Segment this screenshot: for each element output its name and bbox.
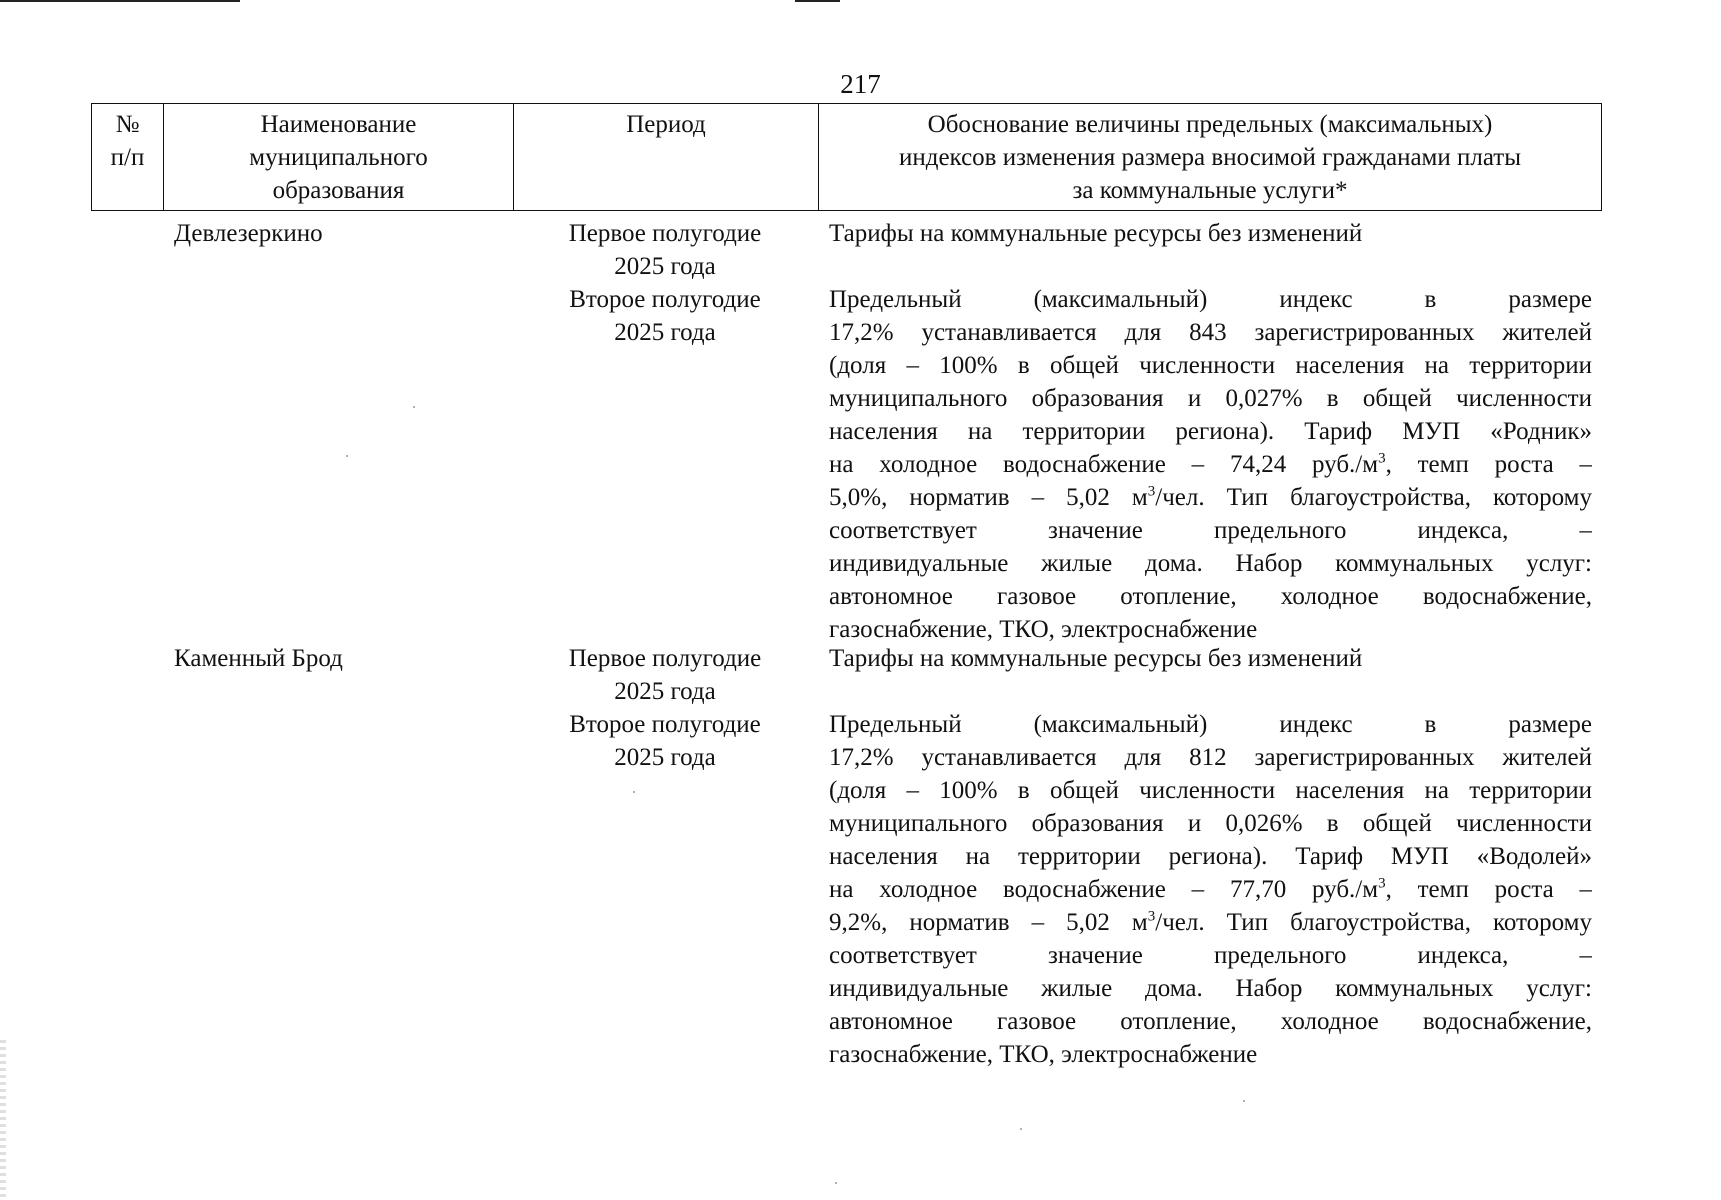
justification-line: соответствует значение предельного индекса, – — [829, 517, 1592, 544]
period-line: 2025 года — [614, 744, 716, 771]
justification-second-half — [829, 708, 1592, 1071]
justification-line: индивидуальные жилые дома. Набор коммунальных услуг: — [829, 550, 1592, 577]
justification-first-half — [829, 642, 1592, 675]
scan-speck — [1020, 1128, 1022, 1130]
superscript-exponent: 3 — [1147, 483, 1156, 500]
scan-speck — [346, 455, 348, 457]
header-name-line: Наименование — [260, 111, 417, 138]
justification-line: 17,2% устанавливается для 843 зарегистрированных жителей — [829, 319, 1592, 346]
superscript-exponent: 3 — [1147, 908, 1156, 925]
page-number: 217 — [840, 69, 881, 99]
header-name-line: муниципального — [249, 144, 428, 171]
table-header — [91, 103, 1602, 211]
header-number-line: п/п — [110, 144, 145, 171]
period-line: Второе полугодие — [569, 286, 761, 313]
justification-line: 17,2% устанавливается для 812 зарегистрированных жителей — [829, 744, 1592, 771]
justification-line: на холодное водоснабжение – 77,70 $руб./м^3$, темп роста – — [829, 875, 1592, 903]
justification-line: Предельный (максимальный) индекс в размере — [829, 286, 1592, 313]
scan-speck — [835, 1182, 837, 1184]
header-cell-number — [92, 104, 164, 211]
scan-speck — [633, 791, 635, 793]
header-cell-period — [514, 104, 819, 211]
justification-line: газоснабжение, ТКО, электроснабжение — [829, 1041, 1258, 1068]
period-line: Первое полугодие — [568, 220, 762, 247]
header-justification-line: индексов изменения размера вносимой гражданами платы — [898, 144, 1522, 171]
period-first-half — [540, 217, 790, 283]
period-line: 2025 года — [614, 319, 716, 346]
justification-line: населения на территории региона). Тариф МУП «Водолей» — [829, 843, 1592, 870]
period-second-half — [540, 283, 790, 349]
justification-line: 9,2%, норматив – 5,02 $м^3$/чел. Тип благоустройства, которому — [829, 908, 1592, 936]
justification-line: автономное газовое отопление, холодное водоснабжение, — [829, 583, 1592, 610]
header-cell-justification — [819, 104, 1602, 211]
justification-line: муниципального образования и 0,027% в общей численности — [829, 385, 1592, 412]
scan-top-line-left — [0, 0, 240, 2]
justification-line: (доля – 100% в общей численности населения на территории — [829, 352, 1592, 379]
scan-edge-noise — [0, 1040, 6, 1200]
justification-line: населения на территории региона). Тариф МУП «Родник» — [829, 418, 1592, 445]
header-justification-line: Обоснование величины предельных (максимальных) — [927, 111, 1493, 138]
scan-top-line-right — [795, 0, 840, 2]
superscript-exponent: 3 — [1378, 450, 1386, 467]
justification-line: индивидуальные жилые дома. Набор коммунальных услуг: — [829, 975, 1592, 1002]
period-first-half — [540, 642, 790, 708]
header-number-line: № — [115, 111, 140, 138]
municipality-name: Девлезеркино — [174, 220, 323, 247]
justification-line: (доля – 100% в общей численности населения на территории — [829, 777, 1592, 804]
scan-speck — [413, 406, 415, 408]
scan-speck — [1243, 1100, 1245, 1102]
justification-line: Тарифы на коммунальные ресурсы без изменений — [829, 220, 1363, 247]
justification-second-half — [829, 283, 1592, 646]
justification-line: Предельный (максимальный) индекс в размере — [829, 711, 1592, 738]
justification-line: автономное газовое отопление, холодное водоснабжение, — [829, 1008, 1592, 1035]
period-line: 2025 года — [614, 678, 716, 705]
municipality-name: Каменный Брод — [174, 645, 343, 672]
superscript-exponent: 3 — [1378, 875, 1386, 892]
header-cell-name — [164, 104, 514, 211]
justification-line: соответствует значение предельного индекса, – — [829, 942, 1592, 969]
period-second-half — [540, 708, 790, 774]
header-justification-line: за коммунальные услуги* — [1072, 177, 1348, 204]
justification-first-half — [829, 217, 1592, 250]
justification-line: газоснабжение, ТКО, электроснабжение — [829, 616, 1258, 643]
justification-line: муниципального образования и 0,026% в общей численности — [829, 810, 1592, 837]
header-name-line: образования — [272, 177, 405, 204]
justification-line: 5,0%, норматив – 5,02 $м^3$/чел. Тип благоустройства, которому — [829, 483, 1592, 511]
period-line: 2025 года — [614, 253, 716, 280]
justification-line: Тарифы на коммунальные ресурсы без изменений — [829, 645, 1363, 672]
justification-line: на холодное водоснабжение – 74,24 $руб./м^3$, темп роста – — [829, 450, 1592, 478]
period-line: Второе полугодие — [569, 711, 761, 738]
period-line: Первое полугодие — [568, 645, 762, 672]
header-period-line: Период — [626, 111, 706, 138]
